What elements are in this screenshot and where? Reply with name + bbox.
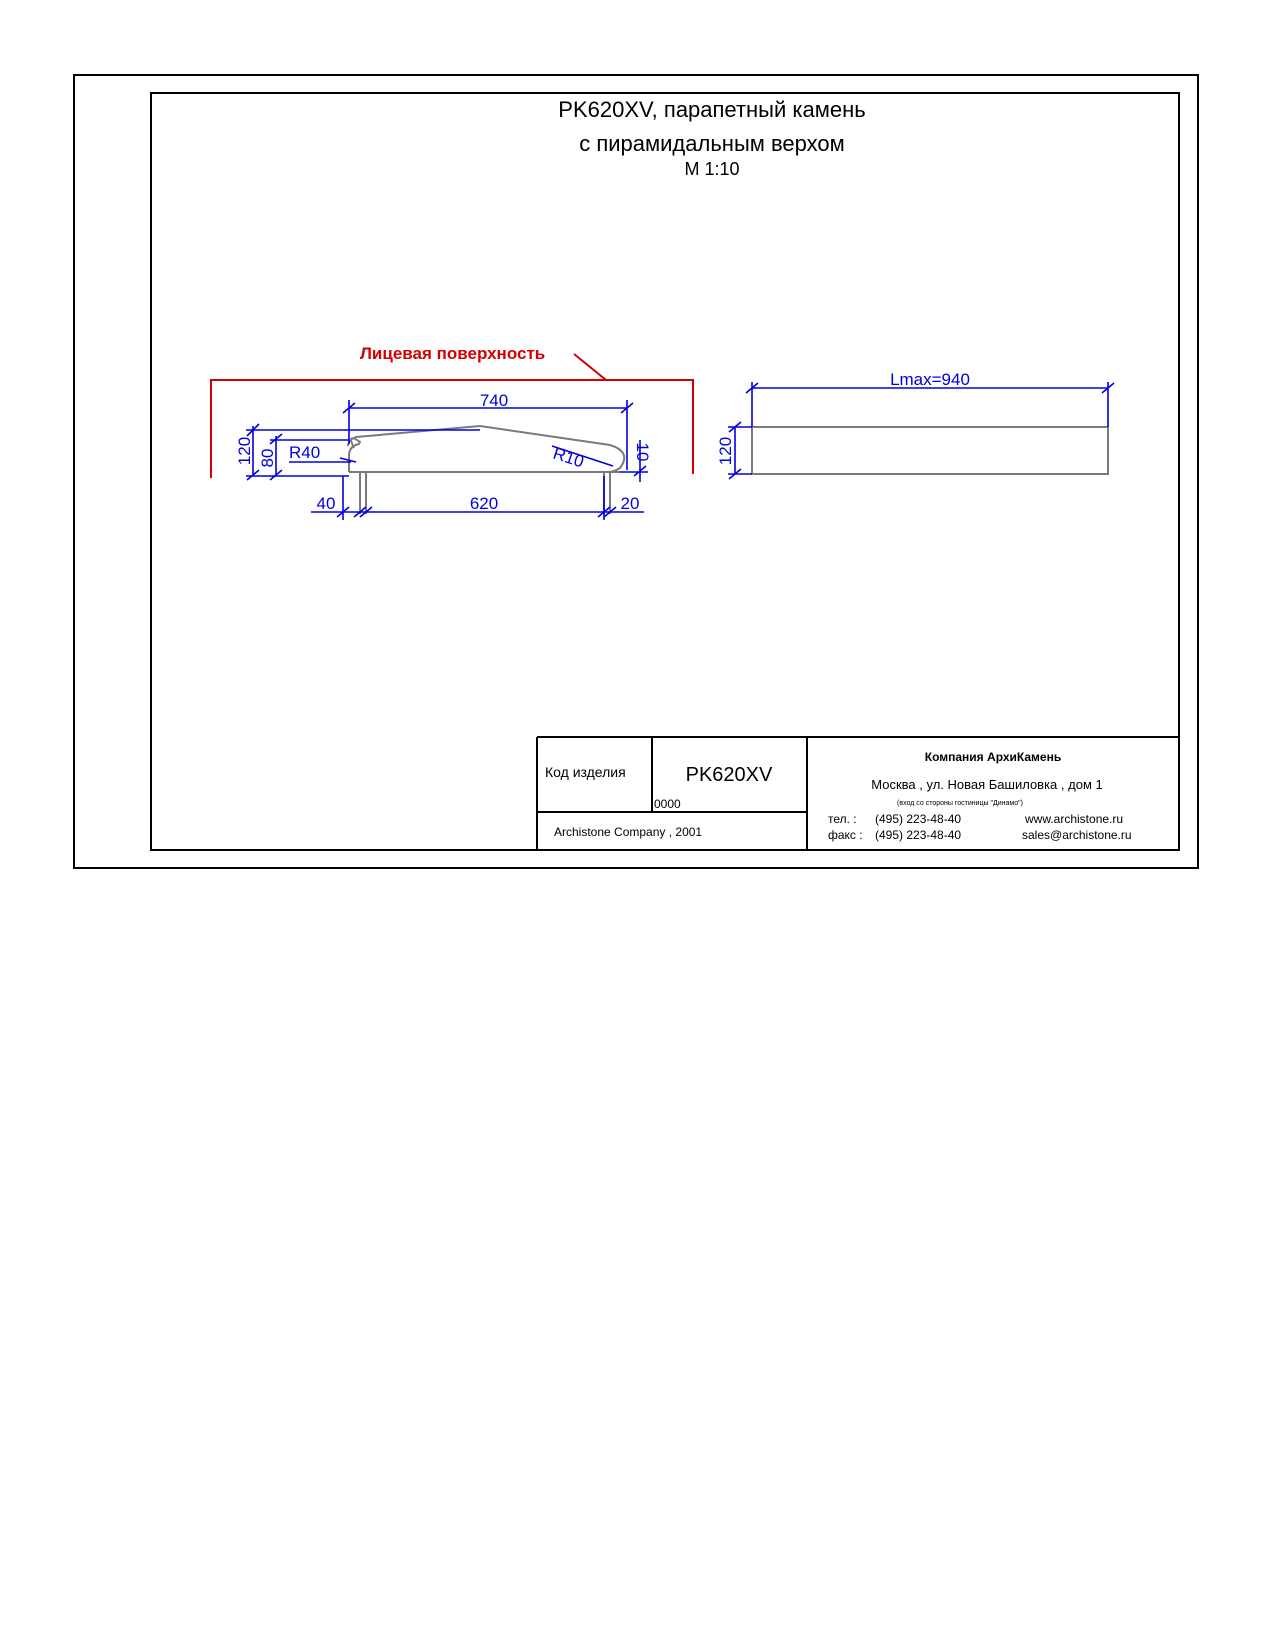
phone-number: (495) 223-48-40 [875, 812, 962, 826]
website-link[interactable]: www.archistone.ru [1025, 812, 1124, 826]
dim-right-edge: 10 [633, 442, 652, 462]
drawing-scale: М 1:10 [684, 159, 740, 179]
product-code-value: PK620XV [685, 764, 773, 786]
email-link[interactable]: sales@archistone.ru [1022, 828, 1132, 842]
dim-height-total: 120 [235, 436, 254, 466]
dim-left-offset: 40 [316, 494, 336, 513]
drawing-title-line1: PK620XV, парапетный камень [558, 97, 866, 122]
dim-right-offset: 20 [620, 494, 640, 513]
phone-label: тел. : [828, 812, 857, 826]
dim-elevation-height: 120 [716, 436, 735, 466]
fax-number: (495) 223-48-40 [875, 828, 962, 842]
company-address: Москва , ул. Новая Башиловка , дом 1 [871, 777, 1103, 792]
title-block [537, 737, 1179, 850]
elevation-view [716, 370, 1114, 479]
product-code-label: Код изделия [545, 764, 626, 780]
address-note: (вход со стороны гостиницы "Динамо") [897, 800, 1023, 807]
dim-height-inner: 80 [258, 448, 277, 468]
dim-radius-right: R10 [550, 443, 587, 472]
dim-top-width: 740 [479, 391, 509, 410]
company-name: Компания АрхиКамень [924, 750, 1062, 764]
dim-base-width: 620 [469, 494, 499, 513]
copyright: Archistone Company , 2001 [554, 825, 703, 839]
drawing-title-line2: с пирамидальным верхом [579, 131, 845, 156]
fax-label: факс : [828, 828, 863, 842]
dim-length: Lmax=940 [890, 370, 970, 389]
section-dimensions [235, 391, 652, 520]
product-code-number: 0000 [654, 797, 681, 811]
face-surface-marker [211, 344, 693, 478]
face-surface-label: Лицевая поверхность [360, 344, 546, 363]
dim-radius-left: R40 [289, 443, 321, 462]
